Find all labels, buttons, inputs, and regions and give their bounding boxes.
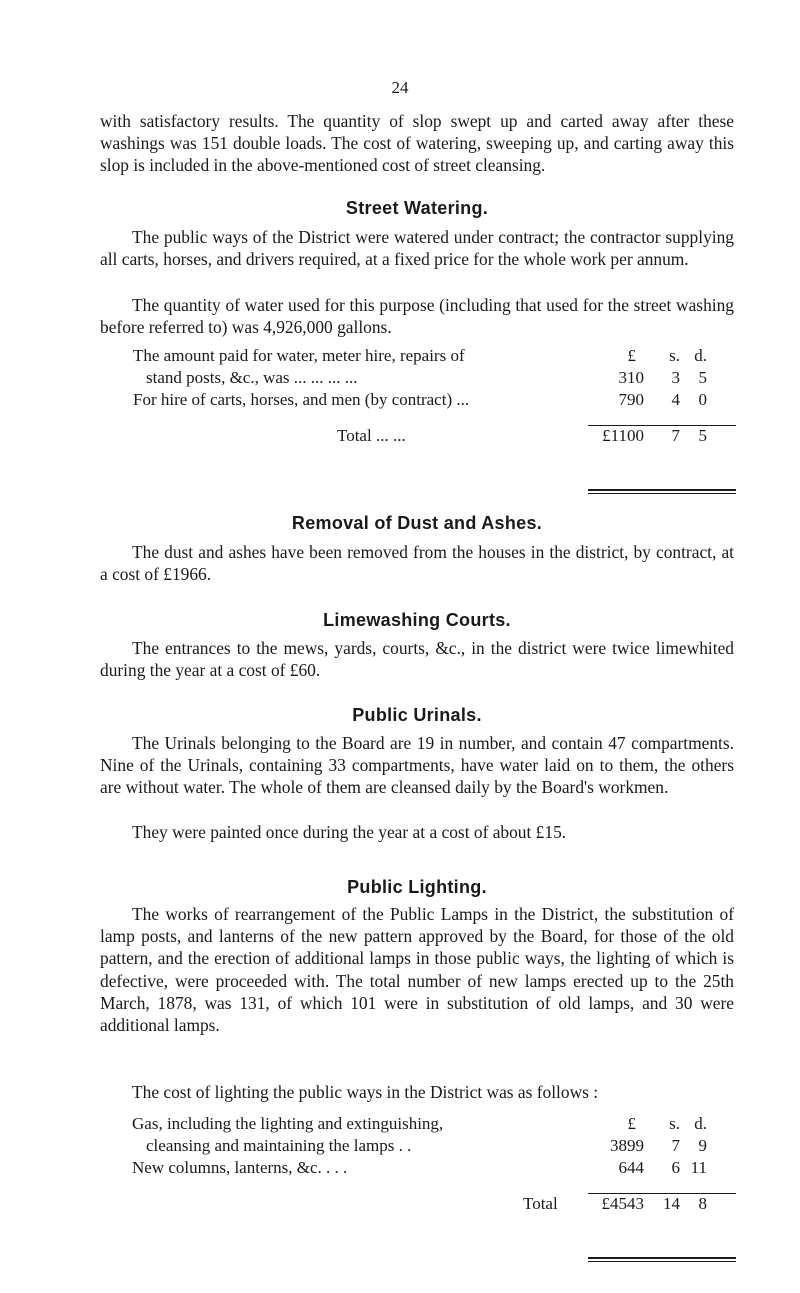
pounds-header: £	[627, 1114, 636, 1133]
shillings-value: 6	[671, 1158, 680, 1177]
pounds-value: 644	[618, 1158, 644, 1177]
table-row	[100, 1157, 740, 1179]
total-pence: 5	[698, 426, 707, 445]
street-watering-table	[100, 345, 740, 447]
row-description: For hire of carts, horses, and men (by contract) ...	[133, 390, 470, 409]
pounds-value: 310	[618, 368, 644, 387]
row-description: cleansing and maintaining the lamps . .	[146, 1136, 412, 1155]
total-shillings: 7	[671, 426, 680, 445]
intro-paragraph: with satisfactory results. The quantity of slop swept up and carted away after these washings was 151 double loads. The cost of watering, sweeping up, and carting away this slop is included in the above-mentioned cost of street cleansing.	[100, 111, 734, 176]
table-row	[100, 389, 740, 411]
total-shillings: 14	[663, 1194, 680, 1213]
urinals-heading: Public Urinals.	[352, 705, 482, 725]
total-double-rule	[588, 493, 736, 494]
total-pounds: £4543	[601, 1194, 644, 1213]
street-watering-paragraph-2: The quantity of water used for this purpose (including that used for the street washing before referred to) was 4,926,000 gallons.	[100, 295, 734, 338]
pounds-value: 790	[618, 390, 644, 409]
urinals-paragraph-2: They were painted once during the year at a cost of about £15.	[132, 822, 567, 842]
table-row	[100, 345, 740, 367]
pence-header: d.	[694, 1114, 707, 1133]
total-double-rule	[588, 1261, 736, 1262]
total-label: Total	[523, 1194, 558, 1213]
pence-value: 11	[690, 1158, 707, 1177]
lighting-table	[100, 1113, 740, 1215]
lighting-heading: Public Lighting.	[347, 877, 487, 897]
table-row	[100, 1113, 740, 1135]
row-description: The amount paid for water, meter hire, repairs of	[133, 346, 465, 365]
total-pounds: £1100	[602, 426, 644, 445]
page-number: 24	[391, 78, 409, 97]
lighting-paragraph-2: The cost of lighting the public ways in the District was as follows :	[132, 1082, 599, 1102]
total-double-rule	[588, 489, 736, 491]
urinals-paragraph-1: The Urinals belonging to the Board are 19 in number, and contain 47 compartments. Nine of the Urinals, containing 33 compartments, have water laid on to them, the others are without water. The whole of them are cleansed daily by the Board's workmen.	[100, 733, 734, 798]
lighting-paragraph-1: The works of rearrangement of the Public Lamps in the District, the substitution of lamp posts, and lanterns of the new pattern approved by the Board, for those of the old pattern, and the erection of additional lamps in those public ways, the lighting of which is defective, were proceeded with. The total number of new lamps erected up to the 25th March, 1878, was 131, of which 101 were in substitution of old lamps, and 30 were additional lamps.	[100, 904, 734, 1036]
street-watering-paragraph-1: The public ways of the District were watered under contract; the contractor supplying all carts, horses, and drivers required, at a fixed price for the whole work per annum.	[100, 227, 734, 270]
table-row	[100, 367, 740, 389]
shillings-value: 4	[671, 390, 680, 409]
dust-ashes-paragraph: The dust and ashes have been removed from the houses in the district, by contract, at a cost of £1966.	[100, 542, 734, 585]
dust-ashes-heading: Removal of Dust and Ashes.	[291, 513, 543, 533]
pence-value: 0	[698, 390, 707, 409]
row-description: New columns, lanterns, &c. . . .	[132, 1158, 348, 1177]
total-double-rule	[588, 1257, 736, 1259]
table-total-row	[100, 425, 740, 447]
pence-header: d.	[694, 346, 707, 365]
table-total-row	[100, 1193, 740, 1215]
limewashing-paragraph: The entrances to the mews, yards, courts, &c., in the district were twice limewhited during the year at a cost of £60.	[100, 638, 734, 681]
total-label: Total ... ...	[337, 426, 406, 445]
row-description: Gas, including the lighting and extinguishing,	[132, 1114, 444, 1133]
pence-value: 5	[698, 368, 707, 387]
shillings-value: 3	[671, 368, 680, 387]
shillings-header: s.	[669, 346, 680, 365]
pence-value: 9	[698, 1136, 707, 1155]
pounds-header: £	[627, 346, 636, 365]
limewashing-heading: Limewashing Courts.	[323, 610, 511, 630]
pounds-value: 3899	[610, 1136, 644, 1155]
shillings-header: s.	[669, 1114, 680, 1133]
street-watering-heading: Street Watering.	[345, 198, 489, 218]
total-pence: 8	[698, 1194, 707, 1213]
row-description: stand posts, &c., was ... ... ... ...	[146, 368, 358, 387]
shillings-value: 7	[671, 1136, 680, 1155]
table-row	[100, 1135, 740, 1157]
